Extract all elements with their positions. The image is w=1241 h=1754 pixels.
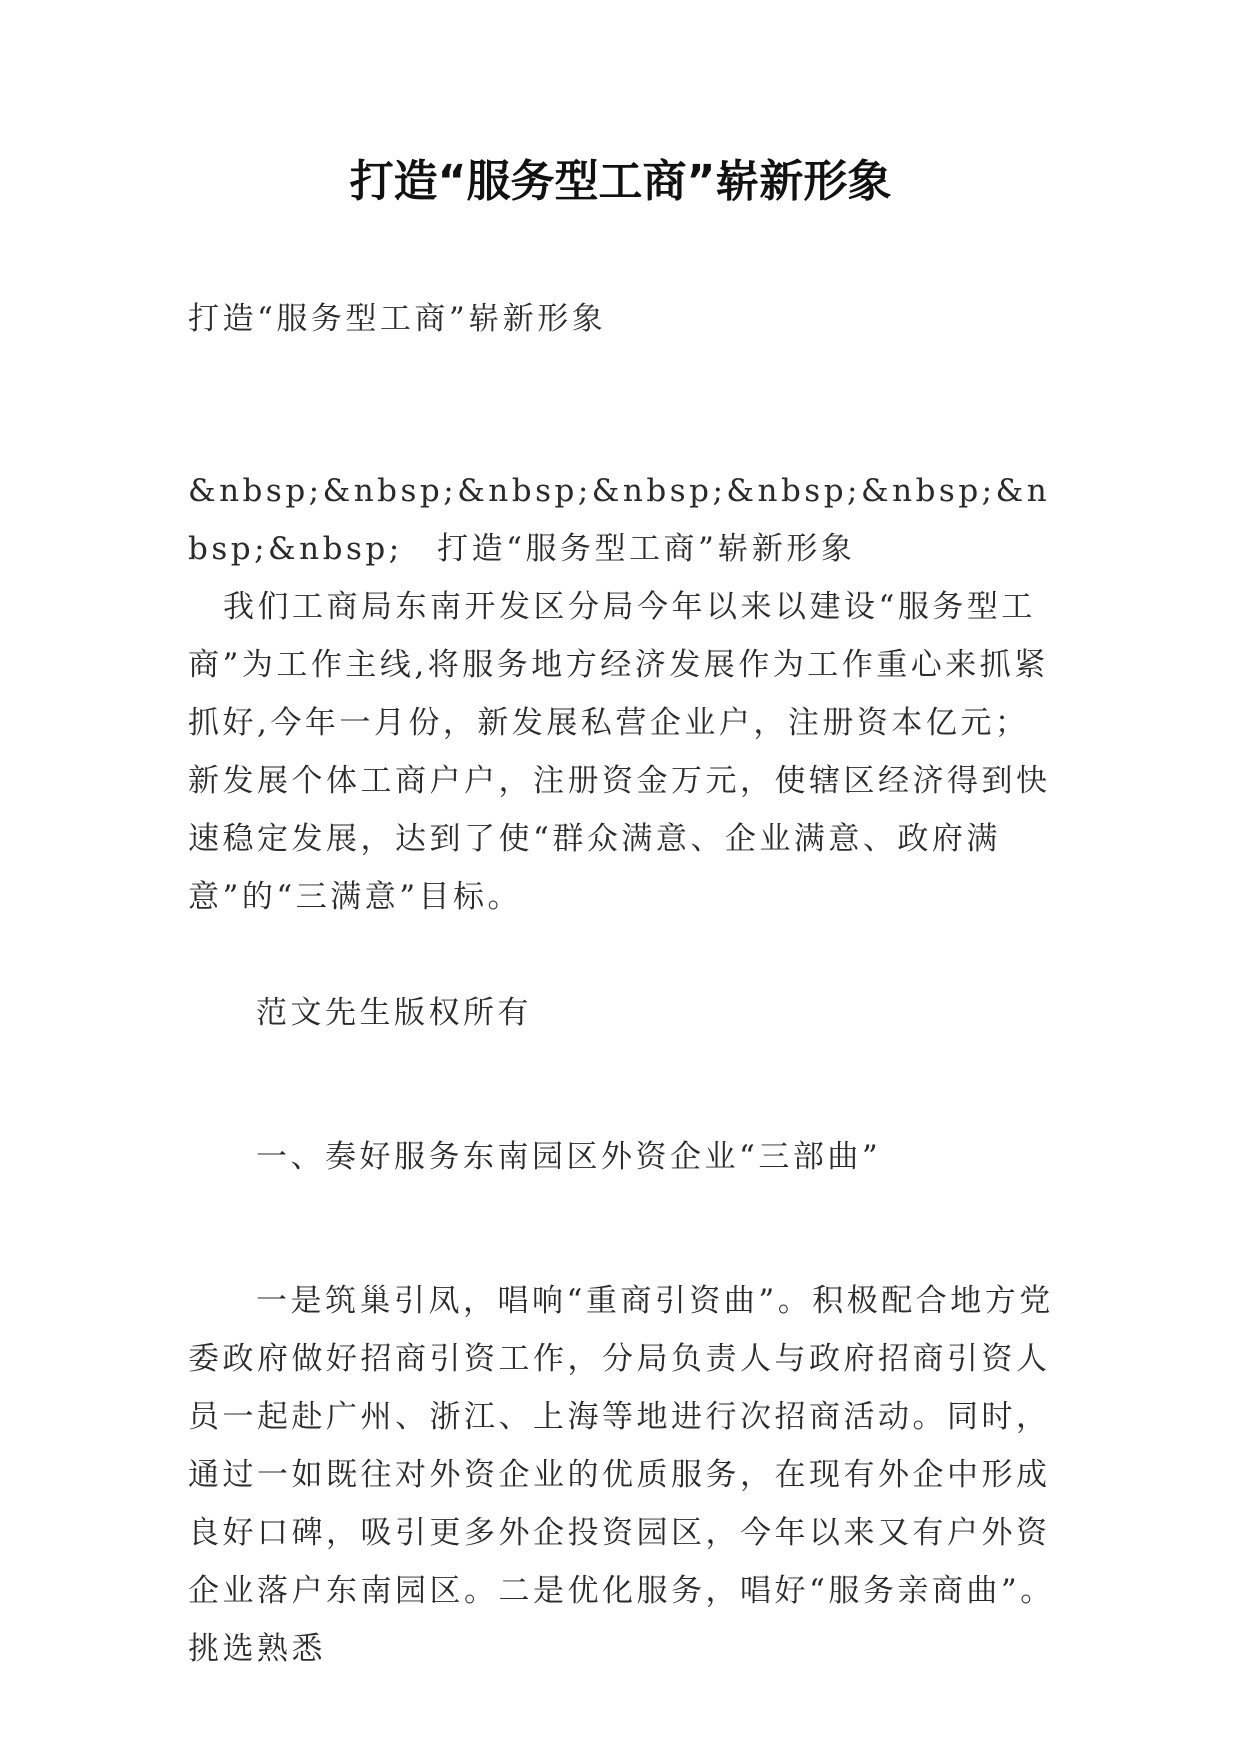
intro-paragraph: 我们工商局东南开发区分局今年以来以建设“服务型工商”为工作主线,将服务地方经济发展作为工作重心来抓紧抓好,今年一月份，新发展私营企业户，注册资本亿元；新发展个体工商户户，注册资金万元，使辖区经济得到快速稳定发展，达到了使“群众满意、企业满意、政府满意”的“三满意”目标。 xyxy=(188,589,1051,915)
nbsp-paragraph: &nbsp;&nbsp;&nbsp;&nbsp;&nbsp;&nbsp;&nbsp;&nbsp; 打造“服务型工商”崭新形象 xyxy=(188,473,1051,567)
document-subtitle: 打造“服务型工商”崭新形象 xyxy=(188,301,607,337)
copyright-line: 范文先生版权所有 xyxy=(256,995,532,1031)
section-heading: 一、奏好服务东南园区外资企业“三部曲” xyxy=(256,1139,882,1175)
document-title: 打造“服务型工商”崭新形象 xyxy=(349,156,892,207)
section-paragraph: 一是筑巢引凤，唱响“重商引资曲”。积极配合地方党委政府做好招商引资工作，分局负责人与政府招商引资人员一起赴广州、浙江、上海等地进行次招商活动。同时，通过一如既往对外资企业的优质服务，在现有外企中形成良好口碑，吸引更多外企投资园区，今年以来又有户外资企业落户东南园区。二是优化服务，唱好“服务亲商曲”。挑选熟悉 xyxy=(188,1283,1055,1667)
